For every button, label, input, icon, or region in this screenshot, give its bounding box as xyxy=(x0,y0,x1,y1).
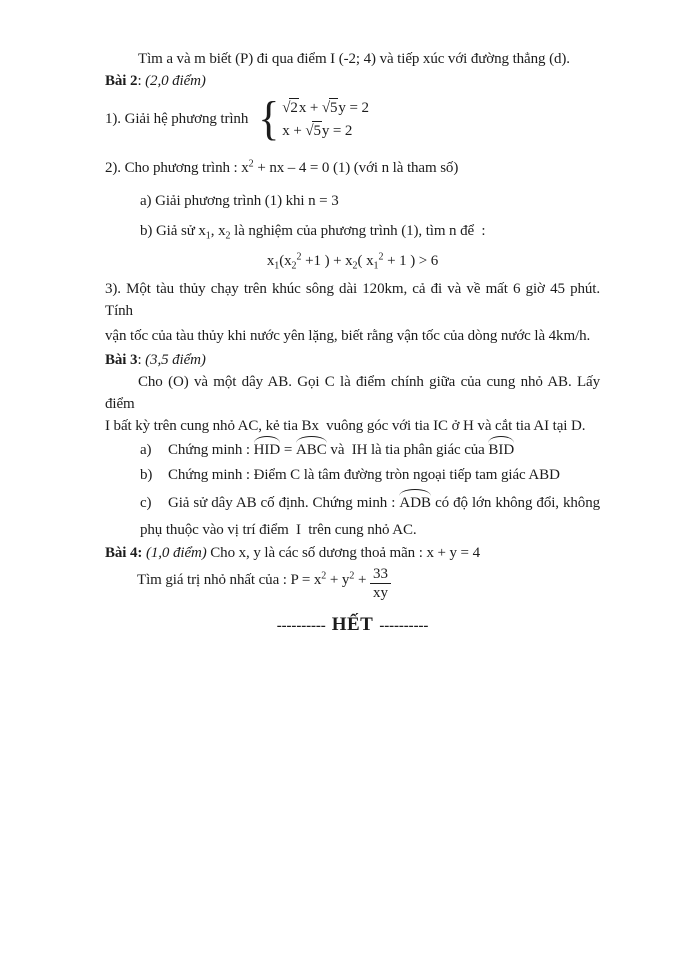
bai2-q3-line1: 3). Một tàu thủy chạy trên khúc sông dài 120km, cả đi và về mất 6 giờ 45 phút. Tính xyxy=(105,281,600,319)
radical-sign: √ xyxy=(305,122,314,139)
system-equations xyxy=(282,98,369,141)
bai4-text: Cho x, y là các số dương thoả mãn : x + y = 4 xyxy=(210,545,480,561)
dashes-left: ---------- xyxy=(276,618,326,634)
bai3-intro-line2: I bất kỳ trên cung nhỏ AC, kẻ tia Bx vuông góc với tia IC ở H và cắt tia AI tại D. xyxy=(105,418,586,434)
bai3-item-c-line2: phụ thuộc vào vị trí điểm I trên cung nhỏ AC. xyxy=(140,522,417,538)
bai2-inequality: $x_1(x_2^2 +1$ ) + $x_2$( $x_1^2 + 1$ ) > 6 xyxy=(266,251,439,272)
item-c-label: c) xyxy=(140,495,152,511)
min-expression-text: Tìm giá trị nhỏ nhất của : $P = x^2 + y^2$ + $\frac{33}{xy}$ xyxy=(137,565,391,602)
bai2-q2-line: 2). Cho phương trình : $x^2$ + nx – 4 = 0 (1) (với n là tham số) xyxy=(105,158,459,176)
bai2-label: Bài 2 xyxy=(105,73,138,89)
bai2-heading xyxy=(105,70,600,92)
het-label: HẾT xyxy=(331,614,374,635)
bai4-heading xyxy=(105,542,600,564)
sqrt-2: √2 xyxy=(282,99,298,116)
bai4-min-expression xyxy=(137,562,600,604)
item-a-label: a) xyxy=(140,442,152,458)
bai3-item-a: a) Chứng minh : HID = ABC và IH là tia phân giác của BID xyxy=(140,439,600,461)
subscript: 2 xyxy=(225,230,231,242)
bai4-label: Bài 4: xyxy=(105,545,143,561)
angle-arc-HID: HID xyxy=(254,439,281,461)
bai2-q3-line2: vận tốc của tàu thủy khi nước yên lặng, biết rằng vận tốc của dòng nước là 4km/h. xyxy=(105,328,591,344)
subscript: 1 xyxy=(205,230,211,242)
angle-arc-ABC: ABC xyxy=(296,439,327,461)
bai3-item-c-line1: c) Giả sử dây AB cố định. Chứng minh : ADB có độ lớn không đổi, không xyxy=(140,492,600,514)
angle-arc-ADB: ADB xyxy=(399,492,431,514)
fraction-33-xy xyxy=(370,565,391,602)
exponent: 2 xyxy=(248,158,254,170)
sqrt-5: √5 xyxy=(305,122,321,139)
bai3-intro-line1: Cho (O) và một dây AB. Gọi C là điểm chính giữa của cung nhỏ AB. Lấy điểm xyxy=(105,374,600,412)
system-equation-2: x + √5y = 2 xyxy=(282,122,353,139)
bai3-heading xyxy=(105,349,600,371)
bai2-sep: : xyxy=(137,73,146,89)
bai2-q2-item-a: a) Giải phương trình (1) khi n = 3 xyxy=(140,193,339,209)
system-equation-1: √2x + √5y = 2 xyxy=(282,99,369,116)
dashes-right: ---------- xyxy=(379,618,429,634)
bai3-points: (3,5 điểm) xyxy=(145,352,206,368)
sqrt-5: √5 xyxy=(321,99,338,116)
bai2-q2-item-b: b) Giả sử $x_1$, $x_2$ là nghiệm của phương trình (1), tìm n để : xyxy=(140,223,486,242)
bai3-item-b: b) Chứng minh : Điểm C là tâm đường tròn ngoại tiếp tam giác ABD xyxy=(140,464,600,486)
fraction-numerator: 33 xyxy=(370,565,391,584)
end-of-exam-line xyxy=(105,614,600,637)
fraction-denominator: xy xyxy=(373,584,388,601)
item-b-label: b) xyxy=(140,467,153,483)
system-brace: { xyxy=(258,92,280,145)
angle-arc-BID: BID xyxy=(488,439,514,461)
bai2-points: (2,0 điểm) xyxy=(145,73,206,89)
equation-system-block xyxy=(105,92,600,145)
radical-sign: √ xyxy=(321,99,331,116)
bai3-label: Bài 3 xyxy=(105,352,138,368)
bai3-sep: : xyxy=(137,352,146,368)
radical-sign: √ xyxy=(282,99,291,116)
intro-line: Tìm a và m biết (P) đi qua điểm I (-2; 4) và tiếp xúc với đường thẳng (d). xyxy=(138,51,570,67)
system-intro: 1). Giải hệ phương trình xyxy=(105,111,249,127)
bai4-points: (1,0 điểm) xyxy=(142,545,211,561)
